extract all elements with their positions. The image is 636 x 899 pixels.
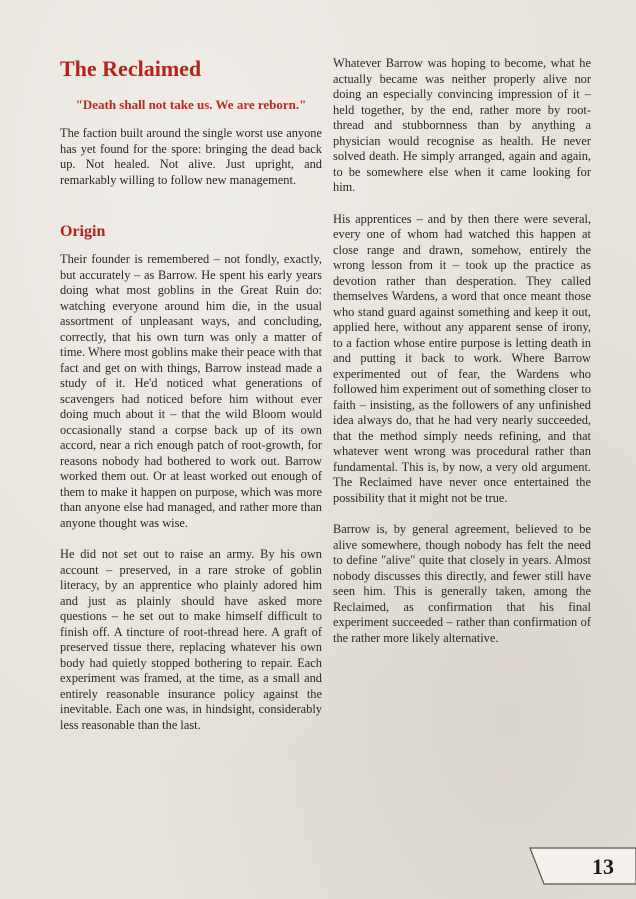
page-tab-shape [528,847,636,885]
faction-motto: "Death shall not take us. We are reborn." [75,97,307,112]
left-column [60,56,322,733]
origin-heading: Origin [60,223,106,240]
origin-paragraph-3: Whatever Barrow was hoping to become, what he actually became was neither properly alive nor doing an especially convincing impression of it – held together, by the end, rather more by root-thread and stubbornness than by anything a physician would recognise as health. He never solved death. He simply arranged, again and again, to be somewhere else when it came looking for him. [333,56,591,194]
origin-paragraph-1: Their founder is remembered – not fondly, exactly, but accurately – as Barrow. He spent his early years doing what most goblins in the Great Ruin do: watching everyone around him die, in the usual assortment of unpleasant ways, and concluding, correctly, that his own turn was only a matter of time. Where most goblins make their peace with that fact and get on with things, Barrow instead made a study of it. He'd noticed what generations of scavengers had noticed before him without ever doing much about it – that the wild Bloom would occasionally stand a corpse back up of its own accord, near a rich enough patch of root-growth, for reasons nobody had bothered to work out. Barrow worked them out. Or at least worked out enough of them to make it happen on purpose, which was more than anyone else had managed, and rather more than anyone thought was wise. [60,252,322,530]
origin-paragraph-2: He did not set out to raise an army. By his own account – preserved, in a rare stroke of goblin literacy, by an apprentice who plainly adored him and just as plainly should have asked more questions – he set out to make himself difficult to finish off. A tincture of root-thread here. A graft of preserved tissue there, replacing whatever his own body had quietly stopped bothering to repair. Each experiment was framed, at the time, as a small and entirely reasonable insurance policy against the inevitable. Each one was, in hindsight, considerably less reasonable than the last. [60,547,322,732]
origin-paragraph-4: His apprentices – and by then there were several, every one of whom had watched this happen at close range and drawn, somehow, entirely the wrong lesson from it – took up the practice as devotion rather than desperation. They called themselves Wardens, a word that once meant those who stand guard against something and keep it out, applied here, without any apparent sense of irony, to a faction whose entire purpose is letting death in and putting it back to work. Where Barrow experimented out of fear, the Wardens who followed him experiment out of something closer to faith – insisting, as the followers of any unfinished idea always do, that he had very nearly succeeded, that the method simply needs refining, and that whatever went wrong was procedural rather than fundamental. This is, by now, a very old argument. The Reclaimed have never once entertained the possibility that it might not be true. [333,211,591,505]
intro-paragraph: The faction built around the single worst use anyone has yet found for the spore: bringing the dead back up. Not healed. Not alive. Just upright, and remarkably willing to follow new management. [60,126,322,187]
origin-paragraph-5: Barrow is, by general agreement, believed to be alive somewhere, though nobody has felt the need to define "alive" quite that closely in years. Almost nobody discusses this directly, and fewer still have seen him. This is generally taken, among the Reclaimed, as confirmation that his final experiment succeeded – rather than confirmation of the rather more likely alternative. [333,522,591,645]
page-number-tab [528,847,636,885]
page-title: The Reclaimed [60,56,202,81]
right-column [333,56,591,646]
page-number: 13 [592,854,614,879]
